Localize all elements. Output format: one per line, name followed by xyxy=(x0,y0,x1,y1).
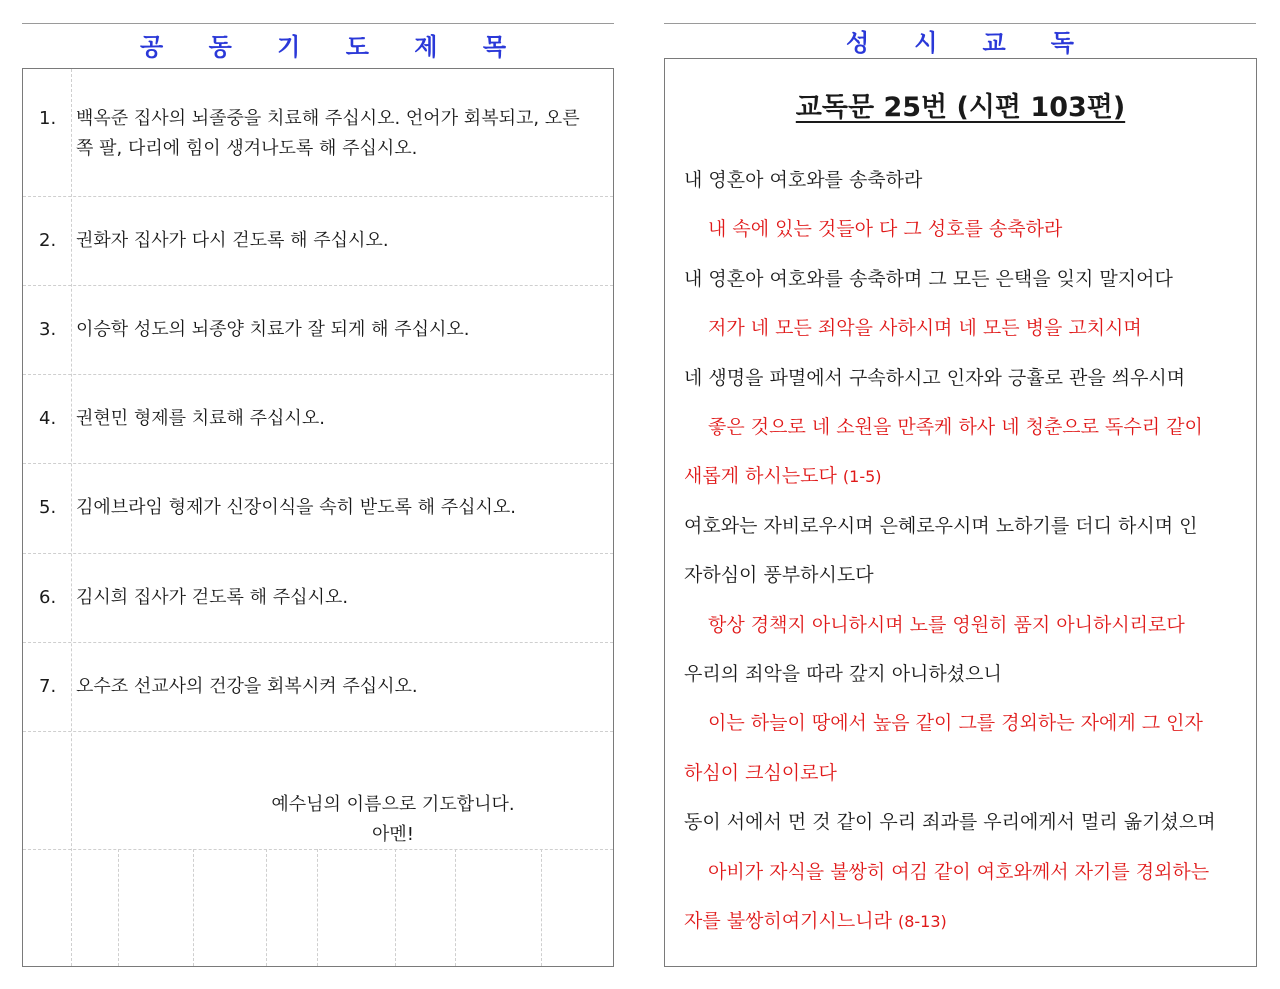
prayer-heading-char: 제 xyxy=(414,32,438,61)
congregation-line xyxy=(684,304,1256,353)
grid-line xyxy=(23,196,613,197)
reading-heading xyxy=(846,24,1074,56)
reading-heading-char: 교 xyxy=(982,28,1006,57)
prayer-heading xyxy=(140,28,506,60)
grid-line xyxy=(395,849,396,966)
leader-line xyxy=(684,502,1256,551)
reading-line-text: 새롭게 하시는도다 xyxy=(684,465,843,488)
grid-line xyxy=(23,642,613,643)
reading-line-text: 자하심이 풍부하시도다 xyxy=(684,564,874,587)
reading-line-text: 좋은 것으로 네 소원을 만족케 하사 네 청춘으로 독수리 같이 xyxy=(708,416,1203,439)
prayer-item-number: 1. xyxy=(39,108,57,129)
grid-line xyxy=(266,849,267,966)
prayer-item-text: 오수조 선교사의 건강을 회복시켜 주십시오. xyxy=(76,676,418,697)
verse-reference: (8-13) xyxy=(897,912,947,932)
leader-line xyxy=(684,551,1256,600)
prayer-item-text: 권화자 집사가 다시 걷도록 해 주십시오. xyxy=(76,230,389,251)
reading-heading-char: 시 xyxy=(914,28,938,57)
prayer-heading-char: 동 xyxy=(208,32,232,61)
prayer-item-number: 6. xyxy=(39,587,57,608)
reading-line-text: 네 생명을 파멸에서 구속하시고 인자와 긍휼로 관을 씌우시며 xyxy=(684,366,1186,389)
congregation-line xyxy=(684,848,1256,897)
reading-line-text: 내 영혼아 여호와를 송축하라 xyxy=(684,169,923,191)
grid-line xyxy=(23,463,613,464)
congregation-line xyxy=(684,897,1256,946)
congregation-line xyxy=(684,699,1256,748)
prayer-item-text: 이승학 성도의 뇌종양 치료가 잘 되게 해 주십시오. xyxy=(76,319,470,340)
reading-line-text: 내 영혼아 여호와를 송축하며 그 모든 은택을 잊지 말지어다 xyxy=(684,267,1173,290)
prayer-item-text: 백옥준 집사의 뇌졸중을 치료해 주십시오. 언어가 회복되고, 오른쪽 팔, 다리에 힘이 생겨나도록 해 주십시오. xyxy=(76,108,580,159)
grid-line xyxy=(23,731,613,732)
reading-heading-char: 독 xyxy=(1050,28,1074,57)
grid-line xyxy=(23,374,613,375)
leader-line xyxy=(684,156,1256,205)
grid-line xyxy=(541,849,542,966)
leader-line xyxy=(684,255,1256,304)
leader-line xyxy=(684,354,1256,403)
prayer-item-number: 3. xyxy=(39,319,57,340)
leader-line xyxy=(684,798,1256,847)
reading-line-text: 아비가 자식을 불쌍히 여김 같이 여호와께서 자기를 경외하는 xyxy=(708,860,1210,883)
reading-line-text: 동이 서에서 먼 것 같이 우리 죄과를 우리에게서 멀리 옮기셨으며 xyxy=(684,811,1216,834)
prayer-panel xyxy=(22,68,614,967)
congregation-line xyxy=(684,452,1256,501)
grid-line xyxy=(23,553,613,554)
reading-line-text: 저가 네 모든 죄악을 사하시며 네 모든 병을 고치시며 xyxy=(708,317,1142,340)
grid-line xyxy=(455,849,456,966)
grid-line xyxy=(317,849,318,966)
prayer-item-number: 2. xyxy=(39,230,57,251)
reading-line-text: 항상 경책지 아니하시며 노를 영원히 품지 아니하시리로다 xyxy=(708,613,1185,636)
grid-line xyxy=(71,69,72,966)
prayer-amen: 아멘! xyxy=(372,824,414,845)
leader-line xyxy=(684,650,1256,699)
reading-title: 교독문 25번 (시편 103편) xyxy=(795,92,1126,123)
reading-line-text: 내 속에 있는 것들아 다 그 성호를 송축하라 xyxy=(708,218,1063,241)
reading-line-text: 우리의 죄악을 따라 갚지 아니하셨으니 xyxy=(684,663,1002,686)
prayer-closing: 예수님의 이름으로 기도합니다. xyxy=(271,794,515,815)
prayer-item-text: 김에브라임 형제가 신장이식을 속히 받도록 해 주십시오. xyxy=(76,497,516,518)
prayer-top-rule xyxy=(22,23,614,24)
prayer-heading-char: 목 xyxy=(482,32,506,61)
reading-lines xyxy=(684,156,1256,947)
congregation-line xyxy=(684,205,1256,254)
congregation-line xyxy=(684,601,1256,650)
reading-line-text: 자를 불쌍히여기시느니라 xyxy=(684,910,898,933)
reading-line-text: 하심이 크심이로다 xyxy=(684,761,837,784)
grid-line xyxy=(23,285,613,286)
reading-panel xyxy=(664,58,1257,967)
prayer-item-number: 5. xyxy=(39,497,57,518)
congregation-line xyxy=(684,749,1256,798)
reading-line-text: 이는 하늘이 땅에서 높음 같이 그를 경외하는 자에게 그 인자 xyxy=(708,712,1203,735)
prayer-item-text: 김시희 집사가 걷도록 해 주십시오. xyxy=(76,587,349,608)
congregation-line xyxy=(684,403,1256,452)
reading-heading-char: 성 xyxy=(846,28,870,57)
grid-line xyxy=(193,849,194,966)
prayer-item-number: 7. xyxy=(39,676,57,697)
verse-reference: (1-5) xyxy=(842,467,882,487)
prayer-item-text: 권현민 형제를 치료해 주십시오. xyxy=(76,408,325,429)
prayer-heading-char: 도 xyxy=(345,32,369,61)
grid-line xyxy=(118,849,119,966)
prayer-heading-char: 공 xyxy=(140,32,164,61)
reading-line-text: 여호와는 자비로우시며 은혜로우시며 노하기를 더디 하시며 인 xyxy=(684,514,1198,537)
prayer-heading-char: 기 xyxy=(277,32,301,61)
prayer-item-number: 4. xyxy=(39,408,57,429)
